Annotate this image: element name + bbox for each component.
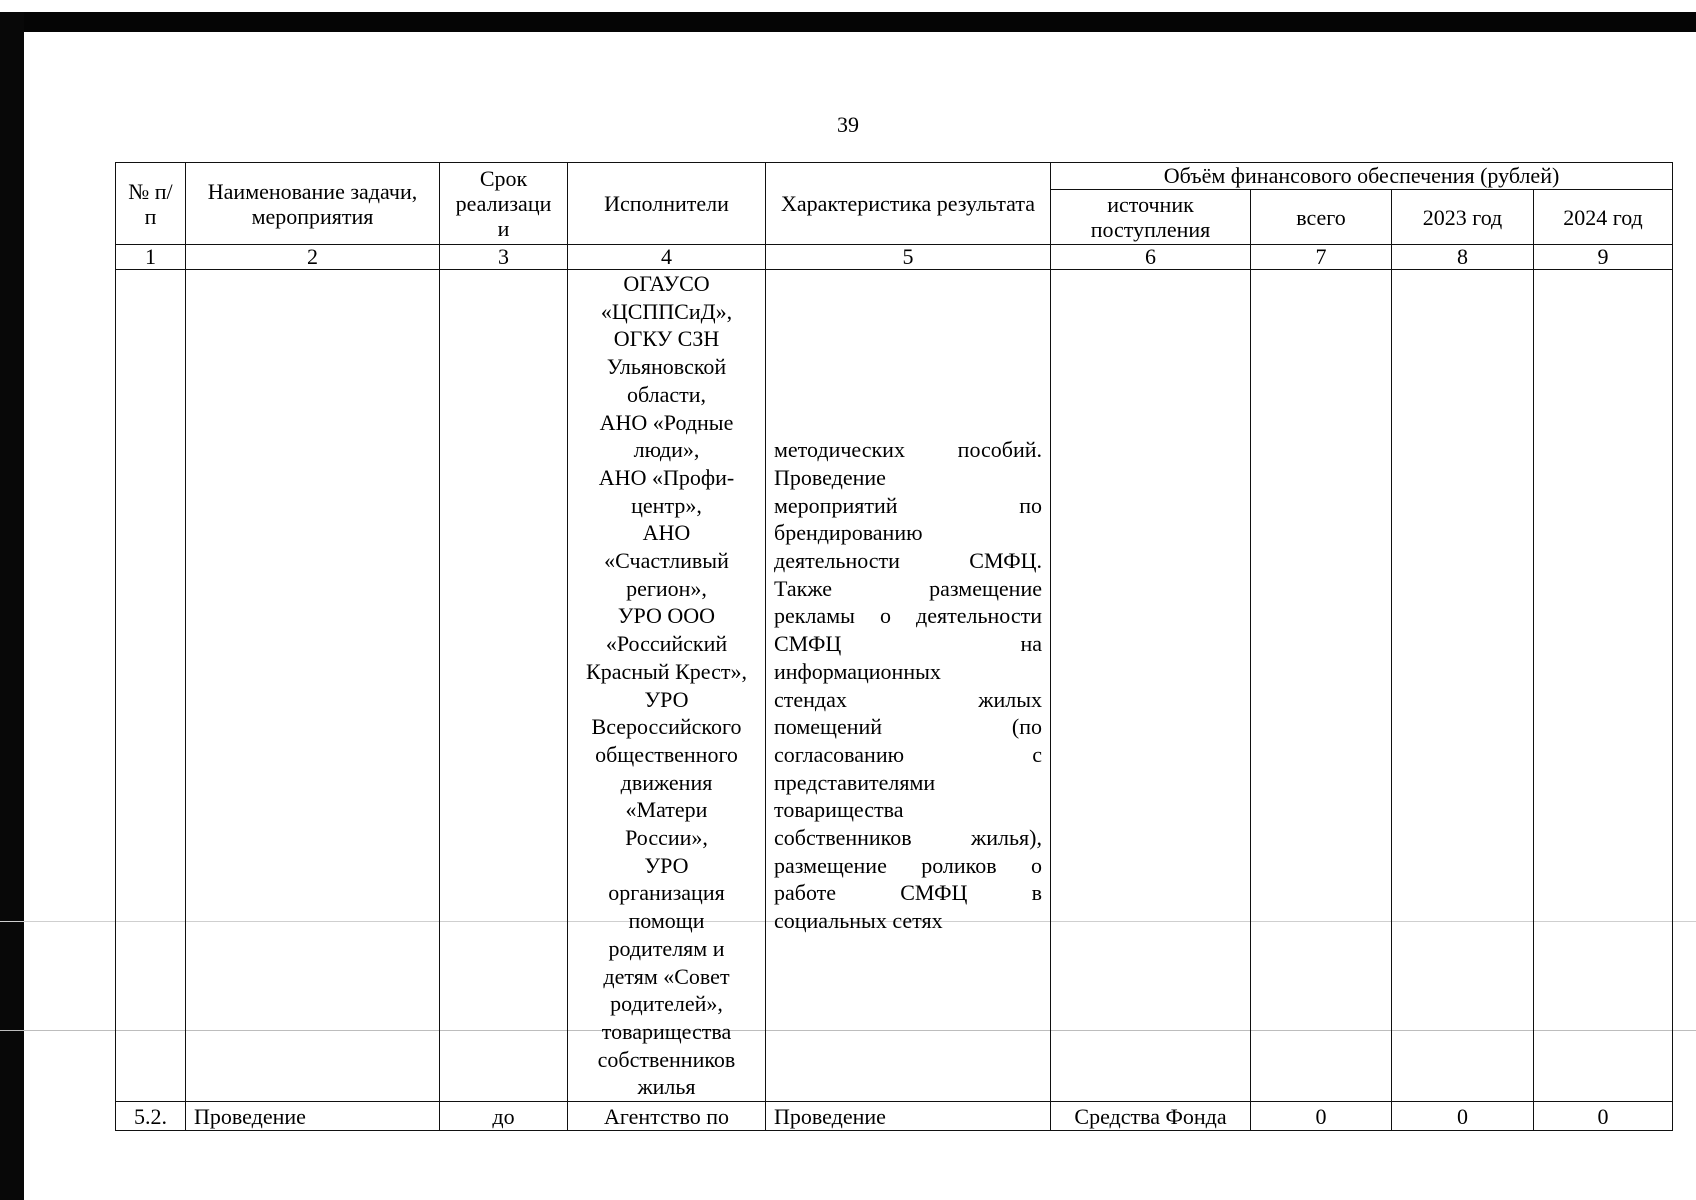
- row-2024: 0: [1534, 1102, 1673, 1131]
- result-line: деятельности СМФЦ.: [774, 548, 1042, 574]
- row-result: Проведение: [766, 1102, 1051, 1131]
- result-line: методических пособий.: [774, 437, 1042, 463]
- result-line: Также размещение: [774, 575, 1042, 601]
- row-2023: 0: [1392, 1102, 1534, 1131]
- cell-executors: [568, 270, 766, 1102]
- column-number-row: [116, 245, 1673, 270]
- cell-2023: [1392, 270, 1534, 1102]
- financing-table: [115, 162, 1673, 1131]
- executors-line: движения: [620, 769, 713, 795]
- executors-line: собственников: [597, 1046, 736, 1072]
- column-number: 4: [568, 245, 766, 270]
- executors-line: ОГАУСО: [623, 271, 710, 296]
- executors-line: товарищества: [601, 1018, 732, 1044]
- result-line: помещений (по: [774, 714, 1042, 740]
- result-text: [774, 436, 1042, 935]
- executors-line: «ЦСППСиД»,: [600, 298, 733, 324]
- executors-line: Всероссийского: [591, 714, 742, 740]
- cell-source: [1051, 270, 1251, 1102]
- executors-line: России»,: [625, 825, 708, 851]
- executors-text: [576, 270, 757, 1101]
- result-line: собственников жилья),: [774, 825, 1042, 851]
- header-name: Наименование задачи, мероприятия: [186, 163, 440, 245]
- column-number: 1: [116, 245, 186, 270]
- cell-2024: [1534, 270, 1673, 1102]
- executors-line: Красный Крест»,: [586, 658, 747, 684]
- executors-line: помощи: [628, 908, 705, 934]
- row-num: 5.2.: [116, 1102, 186, 1131]
- result-line: Проведение: [774, 464, 886, 490]
- result-line: мероприятий по: [774, 492, 1042, 518]
- cell-num: [116, 270, 186, 1102]
- column-number: 3: [440, 245, 568, 270]
- executors-line: родителям и: [608, 935, 725, 961]
- row-executors: Агентство по: [568, 1102, 766, 1131]
- result-line: работе СМФЦ в: [774, 880, 1042, 906]
- executors-line: центр»,: [631, 492, 702, 518]
- executors-line: АНО «Родные: [599, 409, 734, 435]
- page-number: 39: [837, 112, 859, 137]
- header-row: [116, 163, 1673, 190]
- row-total: 0: [1251, 1102, 1392, 1131]
- column-number: 9: [1534, 245, 1673, 270]
- header-source: источник поступления: [1051, 190, 1251, 245]
- executors-line: «Матери: [625, 797, 708, 823]
- result-line: рекламы о деятельности: [774, 603, 1042, 629]
- executors-line: люди»,: [633, 437, 700, 463]
- result-line: представителями: [774, 769, 936, 795]
- row-name: Проведение: [186, 1102, 440, 1131]
- executors-line: УРО: [644, 686, 689, 712]
- executors-line: общественного: [595, 741, 738, 767]
- header-term: Срок реализаци и: [440, 163, 568, 245]
- header-total: всего: [1251, 190, 1392, 245]
- executors-line: «Счастливый: [604, 548, 729, 574]
- executors-line: родителей»,: [610, 991, 723, 1017]
- header-2024: 2024 год: [1534, 190, 1673, 245]
- executors-line: АНО: [642, 520, 691, 546]
- executors-line: жилья: [637, 1074, 696, 1100]
- result-line: размещение роликов о: [774, 852, 1042, 878]
- row-term: до: [440, 1102, 568, 1131]
- executors-line: организация: [608, 880, 725, 906]
- result-line: социальных сетях: [774, 908, 943, 934]
- executors-line: УРО: [644, 852, 689, 878]
- executors-line: области,: [626, 381, 707, 407]
- scan-border-left: [0, 12, 24, 1200]
- executors-line: детям «Совет: [603, 963, 730, 989]
- executors-line: АНО «Профи-: [598, 464, 735, 490]
- column-number: 6: [1051, 245, 1251, 270]
- result-line: брендированию: [774, 520, 923, 546]
- column-number: 7: [1251, 245, 1392, 270]
- header-num: № п/п: [116, 163, 186, 245]
- executors-line: «Российский: [605, 631, 728, 657]
- scan-border-top: [0, 12, 1696, 32]
- column-number: 5: [766, 245, 1051, 270]
- executors-line: УРО ООО: [617, 603, 716, 629]
- header-executors: Исполнители: [568, 163, 766, 245]
- cell-term: [440, 270, 568, 1102]
- result-line: стендах жилых: [774, 686, 1042, 712]
- header-result: Характеристика результата: [766, 163, 1051, 245]
- result-line: СМФЦ на: [774, 631, 1042, 657]
- header-2023: 2023 год: [1392, 190, 1534, 245]
- result-line: информационных: [774, 658, 941, 684]
- continuation-row: [116, 270, 1673, 1102]
- executors-line: регион»,: [626, 575, 707, 601]
- column-number: 2: [186, 245, 440, 270]
- header-finance-group: Объём финансового обеспечения (рублей): [1051, 163, 1673, 190]
- executors-line: ОГКУ СЗН: [613, 326, 720, 352]
- cell-result: [766, 270, 1051, 1102]
- executors-line: Ульяновской: [606, 354, 727, 380]
- result-line: согласованию с: [774, 741, 1042, 767]
- column-number: 8: [1392, 245, 1534, 270]
- cell-name: [186, 270, 440, 1102]
- result-line: товарищества: [774, 797, 904, 823]
- table-row-5-2: [116, 1102, 1673, 1131]
- row-source: Средства Фонда: [1051, 1102, 1251, 1131]
- cell-total: [1251, 270, 1392, 1102]
